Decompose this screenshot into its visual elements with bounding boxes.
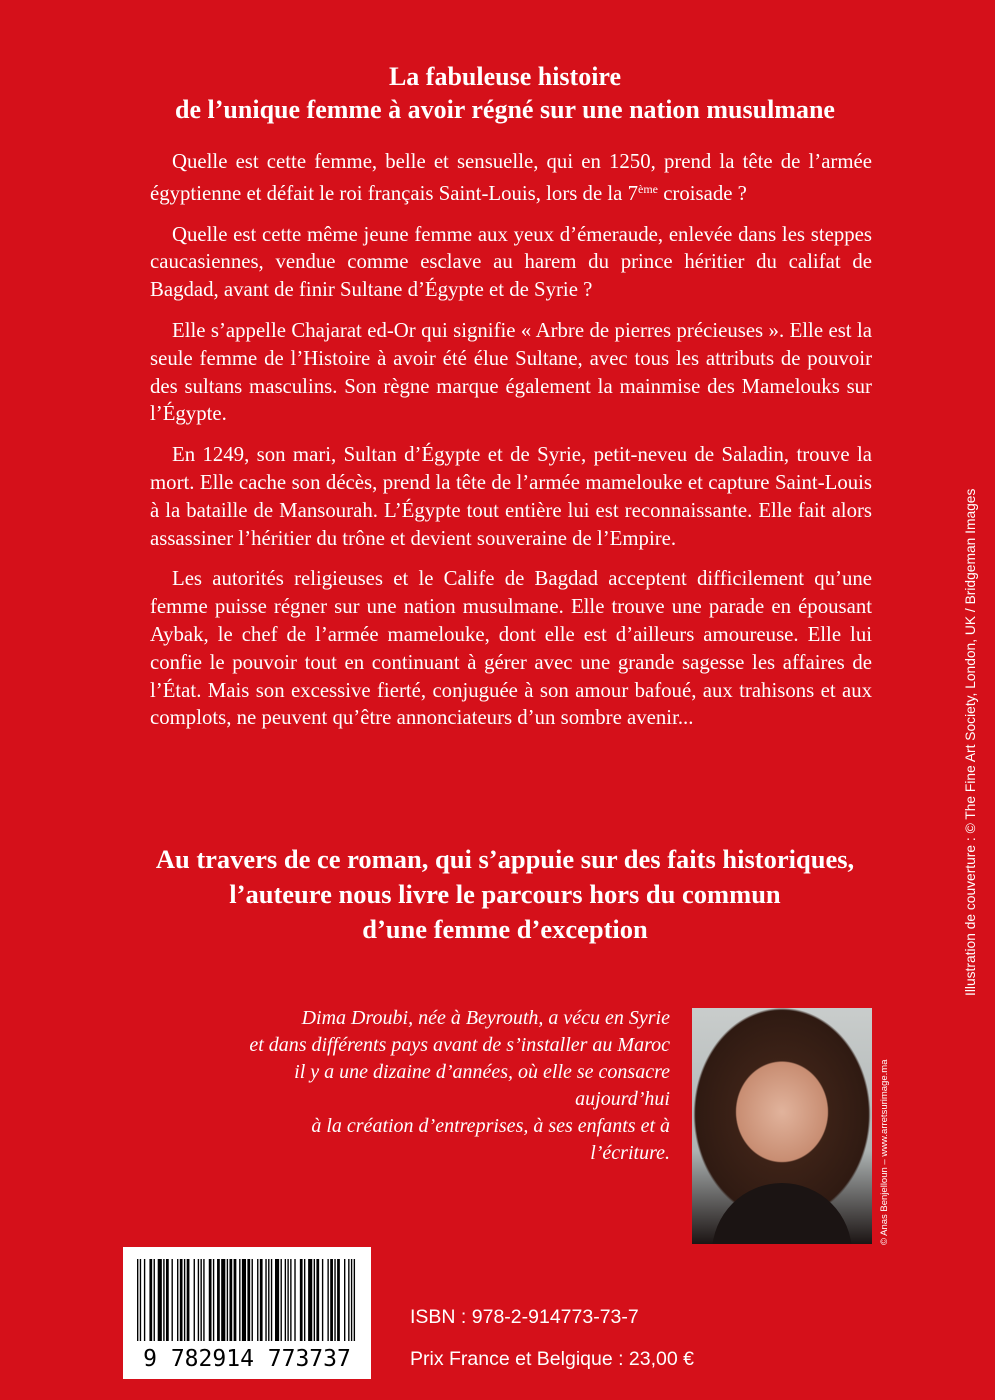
barcode-bar <box>184 1259 185 1341</box>
barcode-bar <box>252 1259 253 1341</box>
top-heading-line-2: de l’unique femme à avoir régné sur une nation musulmane <box>175 95 835 124</box>
barcode-bar <box>144 1259 145 1341</box>
barcode-bar <box>287 1259 288 1341</box>
paragraph-3: Elle s’appelle Chajarat ed-Or qui signifie « Arbre de pierres précieuses ». Elle est la seule femme de l’Histoire à avoir été élue Sultane, avec tous les attributs de pouvoir des sultans masculins. Son règne marque également la mainmise des Mamelouks sur l’Égypte. <box>150 318 872 426</box>
barcode <box>123 1247 371 1379</box>
barcode-bar <box>354 1259 355 1341</box>
barcode-graphic <box>135 1259 359 1341</box>
barcode-bar <box>166 1259 169 1341</box>
bottom-heading-line-3: d’une femme d’exception <box>362 914 648 944</box>
author-bio-line-3: il y a une dizaine d’années, où elle se consacre aujourd’hui <box>294 1061 670 1110</box>
barcode-bar <box>213 1259 214 1341</box>
barcode-bar <box>290 1259 291 1341</box>
barcode-bar <box>180 1259 183 1341</box>
summary-text <box>150 148 872 745</box>
barcode-bar <box>247 1259 250 1341</box>
barcode-bar <box>308 1259 312 1341</box>
barcode-bar <box>234 1259 237 1341</box>
author-bio <box>230 1005 670 1167</box>
paragraph-1-end: croisade ? <box>658 181 747 205</box>
bottom-heading-line-1: Au travers de ce roman, qui s’appuie sur des faits historiques, <box>155 844 855 874</box>
barcode-bar <box>265 1259 266 1341</box>
author-bio-line-1: Dima Droubi, née à Beyrouth, a vécu en Syrie <box>301 1007 670 1029</box>
barcode-bar <box>221 1259 225 1341</box>
barcode-bar <box>327 1259 328 1341</box>
cover-illustration-credit <box>962 489 980 996</box>
barcode-bar <box>304 1259 305 1341</box>
superscript-eme: ème <box>638 181 658 196</box>
photo-credit <box>878 1059 892 1245</box>
barcode-bar <box>137 1259 138 1341</box>
paragraph-2: Quelle est cette même jeune femme aux yeux d’émeraude, enlevée dans les steppes caucasiennes, vendue comme esclave au harem du prince héritier du califat de Bagdad, avant de finir Sultane d’Égypte et de Syrie ? <box>150 222 872 302</box>
barcode-bar <box>316 1259 319 1341</box>
barcode-bar <box>285 1259 286 1341</box>
photo-credit-text: © Anas Benjelloun – www.arretsurimage.ma <box>879 1059 890 1245</box>
barcode-bar <box>177 1259 178 1341</box>
barcode-bar <box>257 1259 258 1341</box>
barcode-bar <box>198 1259 199 1341</box>
paragraph-1-text: Quelle est cette femme, belle et sensuelle, qui en 1250, prend la tête de l’armée égyptienne et défait le roi français Saint-Louis, lors de la 7 <box>150 150 872 205</box>
barcode-bar <box>351 1259 352 1341</box>
barcode-bar <box>344 1259 345 1341</box>
paragraph-4: En 1249, son mari, Sultan d’Égypte et de Syrie, petit-neveu de Saladin, trouve la mort. Elle cache son décès, prend la tête de l’armée mamelouke et capture Saint-Louis à la bataille de Mansourah. L’Égypte tout entière lui est reconnaissante. Elle fait alors assassiner l’héritier du trône et devient souveraine de l’Empire. <box>150 443 872 550</box>
barcode-bar <box>194 1259 195 1341</box>
barcode-bar <box>227 1259 228 1341</box>
barcode-bar <box>268 1259 269 1341</box>
barcode-bar <box>322 1259 323 1341</box>
barcode-bar <box>337 1259 340 1341</box>
barcode-bar <box>242 1259 246 1341</box>
author-photo-shoulders <box>712 1183 852 1244</box>
top-heading-line-1: La fabuleuse histoire <box>388 62 622 91</box>
barcode-bar <box>154 1259 155 1341</box>
isbn: ISBN : 978-2-914773-73-7 <box>410 1306 639 1328</box>
author-photo <box>692 1008 872 1244</box>
author-bio-line-2: et dans différents pays avant de s’installer au Maroc <box>249 1034 670 1056</box>
bottom-heading-line-2: l’auteure nous livre le parcours hors du commun <box>229 879 781 909</box>
barcode-bar <box>314 1259 315 1341</box>
bottom-heading <box>110 842 900 947</box>
top-heading <box>150 60 860 126</box>
price: Prix France et Belgique : 23,00 € <box>410 1348 694 1370</box>
barcode-bar <box>239 1259 240 1341</box>
barcode-bar <box>260 1259 263 1341</box>
barcode-bar <box>217 1259 220 1341</box>
barcode-bar <box>348 1259 349 1341</box>
author-bio-line-4: à la création d’entreprises, à ses enfants et à l’écriture. <box>311 1115 670 1164</box>
paragraph-5: Les autorités religieuses et le Calife de Bagdad acceptent difficilement qu’une femme puisse régner sur une nation musulmane. Elle trouve une parade en épousant Aybak, le chef de l’armée mamelouke, dont elle est d’ailleurs amoureuse. Elle lui confie le pouvoir tout en continuant à gérer avec une grande sagesse les affaires de l’État. Mais son excessive fierté, conjuguée à son amour bafoué, aux trahisons et aux complots, ne peuvent qu’être annonciateurs d’un sombre avenir... <box>150 567 872 730</box>
barcode-bar <box>203 1259 204 1341</box>
barcode-bar <box>172 1259 173 1341</box>
barcode-bar <box>334 1259 335 1341</box>
cover-credit-text: Illustration de couverture : © The Fine Art Society, London, UK / Bridgeman Images <box>963 488 978 996</box>
barcode-bar <box>200 1259 201 1341</box>
barcode-bar <box>281 1259 282 1341</box>
barcode-bar <box>209 1259 212 1341</box>
barcode-bar <box>149 1259 152 1341</box>
barcode-bar <box>187 1259 190 1341</box>
barcode-bar <box>158 1259 162 1341</box>
barcode-bar <box>140 1259 141 1341</box>
barcode-bar <box>294 1259 295 1341</box>
barcode-digits: 9 782914 773737 <box>143 1346 351 1372</box>
barcode-bar <box>271 1259 272 1341</box>
barcode-bars <box>135 1259 359 1341</box>
barcode-bar <box>163 1259 164 1341</box>
paragraph-1 <box>150 148 872 208</box>
barcode-bar <box>330 1259 333 1341</box>
barcode-bar <box>275 1259 279 1341</box>
barcode-bar <box>229 1259 232 1341</box>
barcode-bar <box>300 1259 303 1341</box>
